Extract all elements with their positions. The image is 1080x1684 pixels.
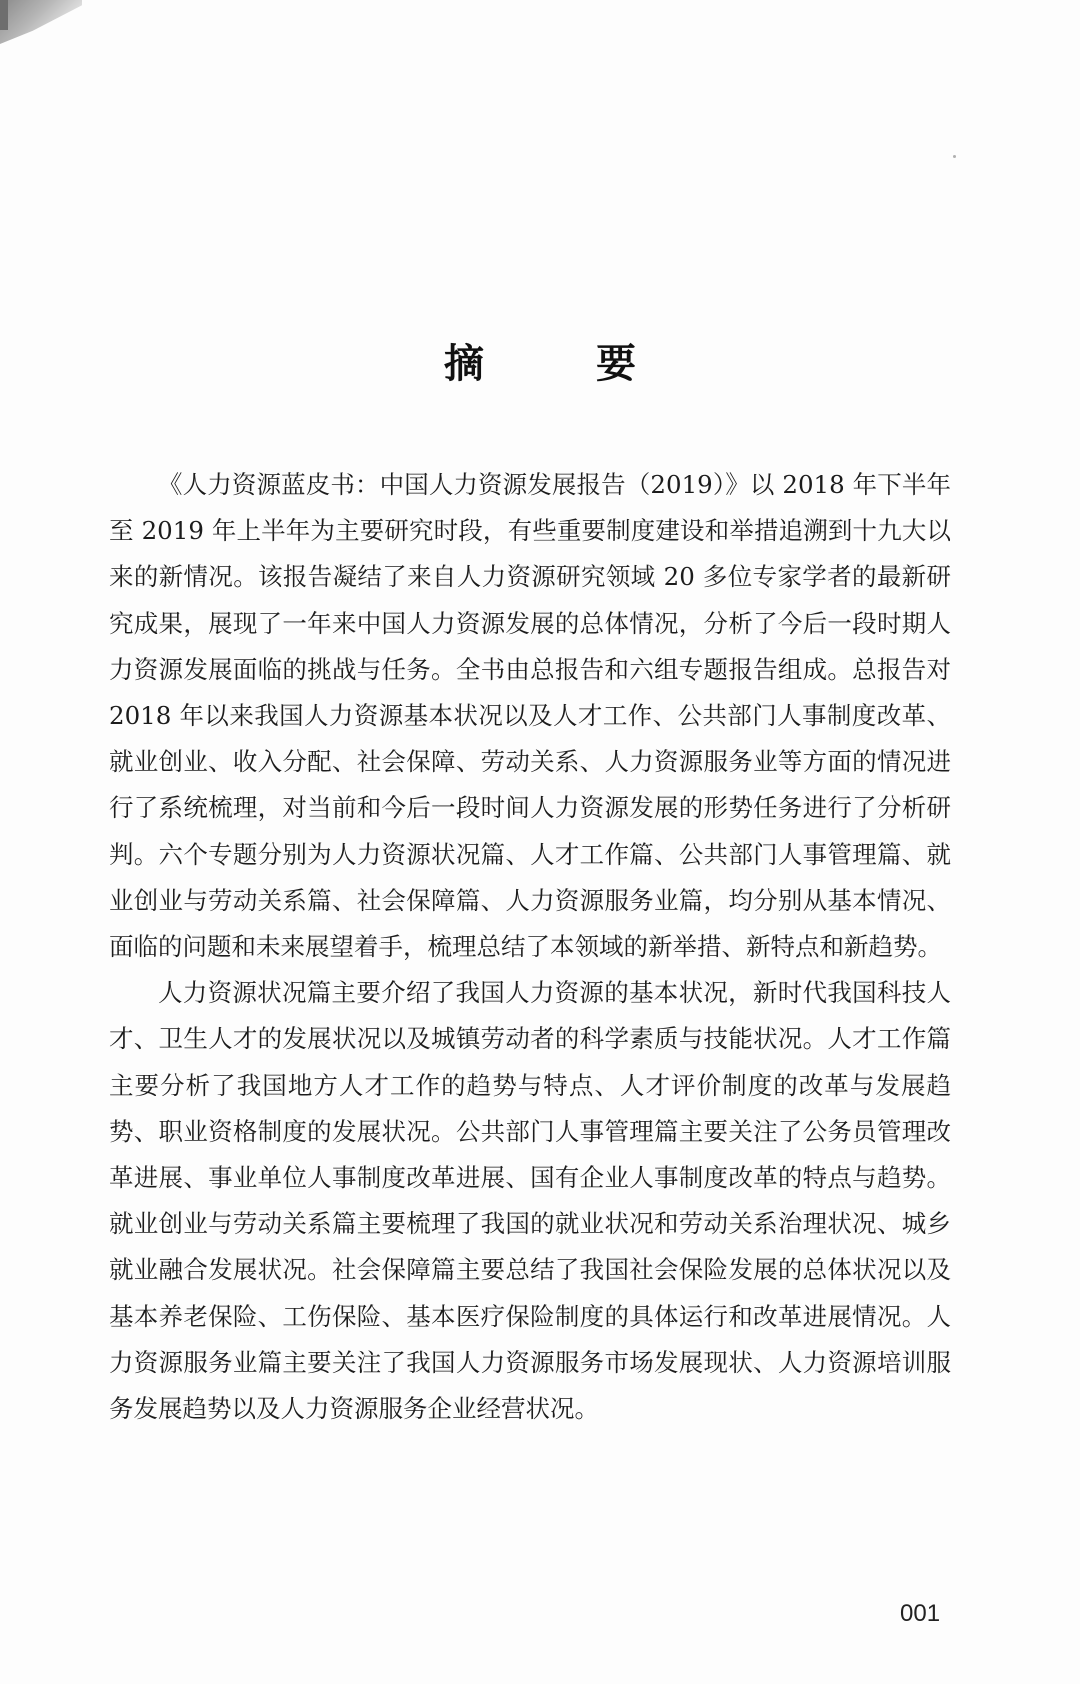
page-title: 摘 要 <box>444 340 672 387</box>
page-number: 001 <box>900 1600 941 1627</box>
scan-shadow-edge <box>0 0 8 30</box>
scan-speck <box>953 155 956 158</box>
abstract-body <box>109 462 951 1432</box>
paragraph-overview: 《人力资源蓝皮书：中国人力资源发展报告（2019）》以 2018 年下半年至 2019 年上半年为主要研究时段，有些重要制度建设和举措追溯到十九大以来的新情况。该报告凝结了来自人力资源研究领域 20 多位专家学者的最新研究成果，展现了一年来中国人力资源发展的总体情况，分析了今后一段时期人力资源发展面临的挑战与任务。全书由总报告和六组专题报告组成。总报告对 2018 年以来我国人力资源基本状况以及人才工作、公共部门人事制度改革、就业创业、收入分配、社会保障、劳动关系、人力资源服务业等方面的情况进行了系统梳理，对当前和今后一段时间人力资源发展的形势任务进行了分析研判。六个专题分别为人力资源状况篇、人才工作篇、公共部门人事管理篇、就业创业与劳动关系篇、社会保障篇、人力资源服务业篇，均分别从基本情况、面临的问题和未来展望着手，梳理总结了本领域的新举措、新特点和新趋势。 <box>109 470 951 962</box>
scan-shadow-corner <box>0 0 82 44</box>
paragraph-topics: 人力资源状况篇主要介绍了我国人力资源的基本状况，新时代我国科技人才、卫生人才的发展状况以及城镇劳动者的科学素质与技能状况。人才工作篇主要分析了我国地方人才工作的趋势与特点、人才评价制度的改革与发展趋势、职业资格制度的发展状况。公共部门人事管理篇主要关注了公务员管理改革进展、事业单位人事制度改革进展、国有企业人事制度改革的特点与趋势。就业创业与劳动关系篇主要梳理了我国的就业状况和劳动关系治理状况、城乡就业融合发展状况。社会保障篇主要总结了我国社会保险发展的总体状况以及基本养老保险、工伤保险、基本医疗保险制度的具体运行和改革进展情况。人力资源服务业篇主要关注了我国人力资源服务市场发展现状、人力资源培训服务发展趋势以及人力资源服务企业经营状况。 <box>109 978 951 1424</box>
